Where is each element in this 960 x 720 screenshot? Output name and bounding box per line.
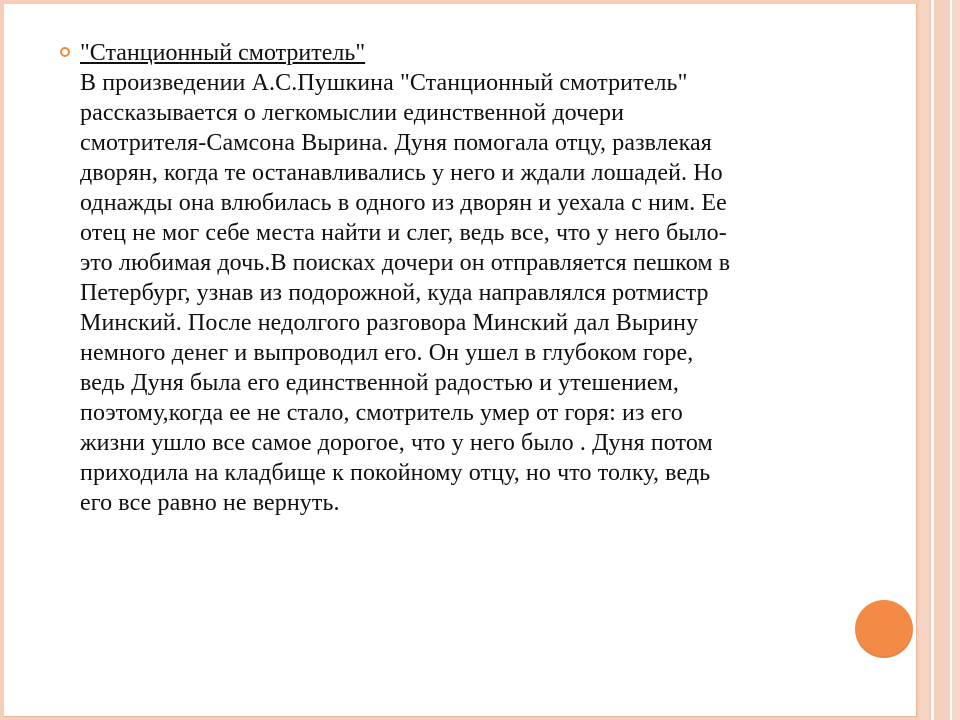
decorative-stripe — [952, 0, 960, 720]
slide-paragraph: В произведении А.С.Пушкина "Станционный смотритель" рассказывается о легкомыслии единственной дочери смотрителя-Самсона Вырина. Дуня помогала отцу, развлекая дворян, когда те останавливались у него и ждали лошадей. Но однажды она влюбилась в одного из дворян и уехала с ним. Ее отец не мог себе места найти и слег, ведь все, что у него было- это любимая дочь.В поисках дочери он отправляется пешком в Петербург, узнав из подорожной, куда направлялся ротмистр Минский. После недолгого разговора Минский дал Вырину немного денег и выпроводил его. Он ушел в глубоком горе, ведь Дуня была его единственной радостью и утешением, поэтому,когда ее не стало, смотритель умер от горя: из его жизни ушло все самое дорогое, что у него было . Дуня потом приходила на кладбище к покойному отцу, но что толку, ведь его все равно не вернуть. — [80, 70, 731, 516]
bullet-item — [60, 38, 900, 518]
circle-bullet-icon — [60, 47, 70, 57]
slide-content — [60, 38, 900, 518]
decorative-stripe — [936, 0, 950, 720]
decorative-stripe — [919, 0, 929, 720]
orange-circle-icon[interactable] — [855, 600, 913, 658]
slide-heading[interactable]: "Станционный смотритель" — [80, 40, 366, 66]
decorative-stripe — [931, 0, 934, 720]
